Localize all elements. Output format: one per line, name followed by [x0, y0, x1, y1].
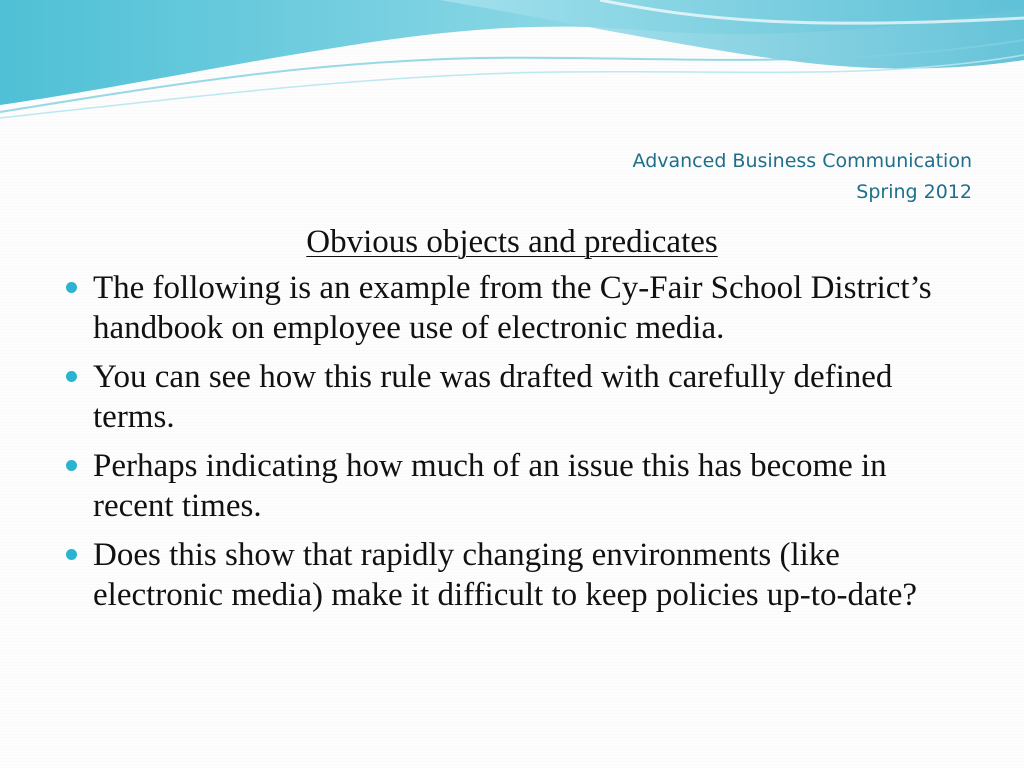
bullet-list: [64, 268, 964, 624]
bullet-item: [64, 268, 964, 348]
bullet-dot-icon: [66, 460, 77, 471]
bullet-dot-icon: [66, 371, 77, 382]
semester: Spring 2012: [856, 181, 972, 203]
bullet-dot-icon: [66, 549, 77, 560]
bullet-item: [64, 446, 964, 526]
presentation-title: [633, 146, 972, 208]
bullet-text: You can see how this rule was drafted with carefully defined terms.: [93, 359, 893, 435]
bullet-dot-icon: [66, 282, 77, 293]
bullet-text: Does this show that rapidly changing environments (like electronic media) make it difficult to keep policies up-to-date?: [93, 537, 918, 613]
bullet-item: [64, 357, 964, 437]
bullet-text: The following is an example from the Cy-Fair School District’s handbook on employee use of electronic media.: [93, 270, 932, 346]
header-wave-decoration: [0, 0, 1024, 130]
course-name: Advanced Business Communication: [632, 150, 972, 172]
bullet-item: [64, 535, 964, 615]
slide-heading: Obvious objects and predicates: [306, 224, 718, 260]
bullet-text: Perhaps indicating how much of an issue this has become in recent times.: [93, 448, 887, 524]
